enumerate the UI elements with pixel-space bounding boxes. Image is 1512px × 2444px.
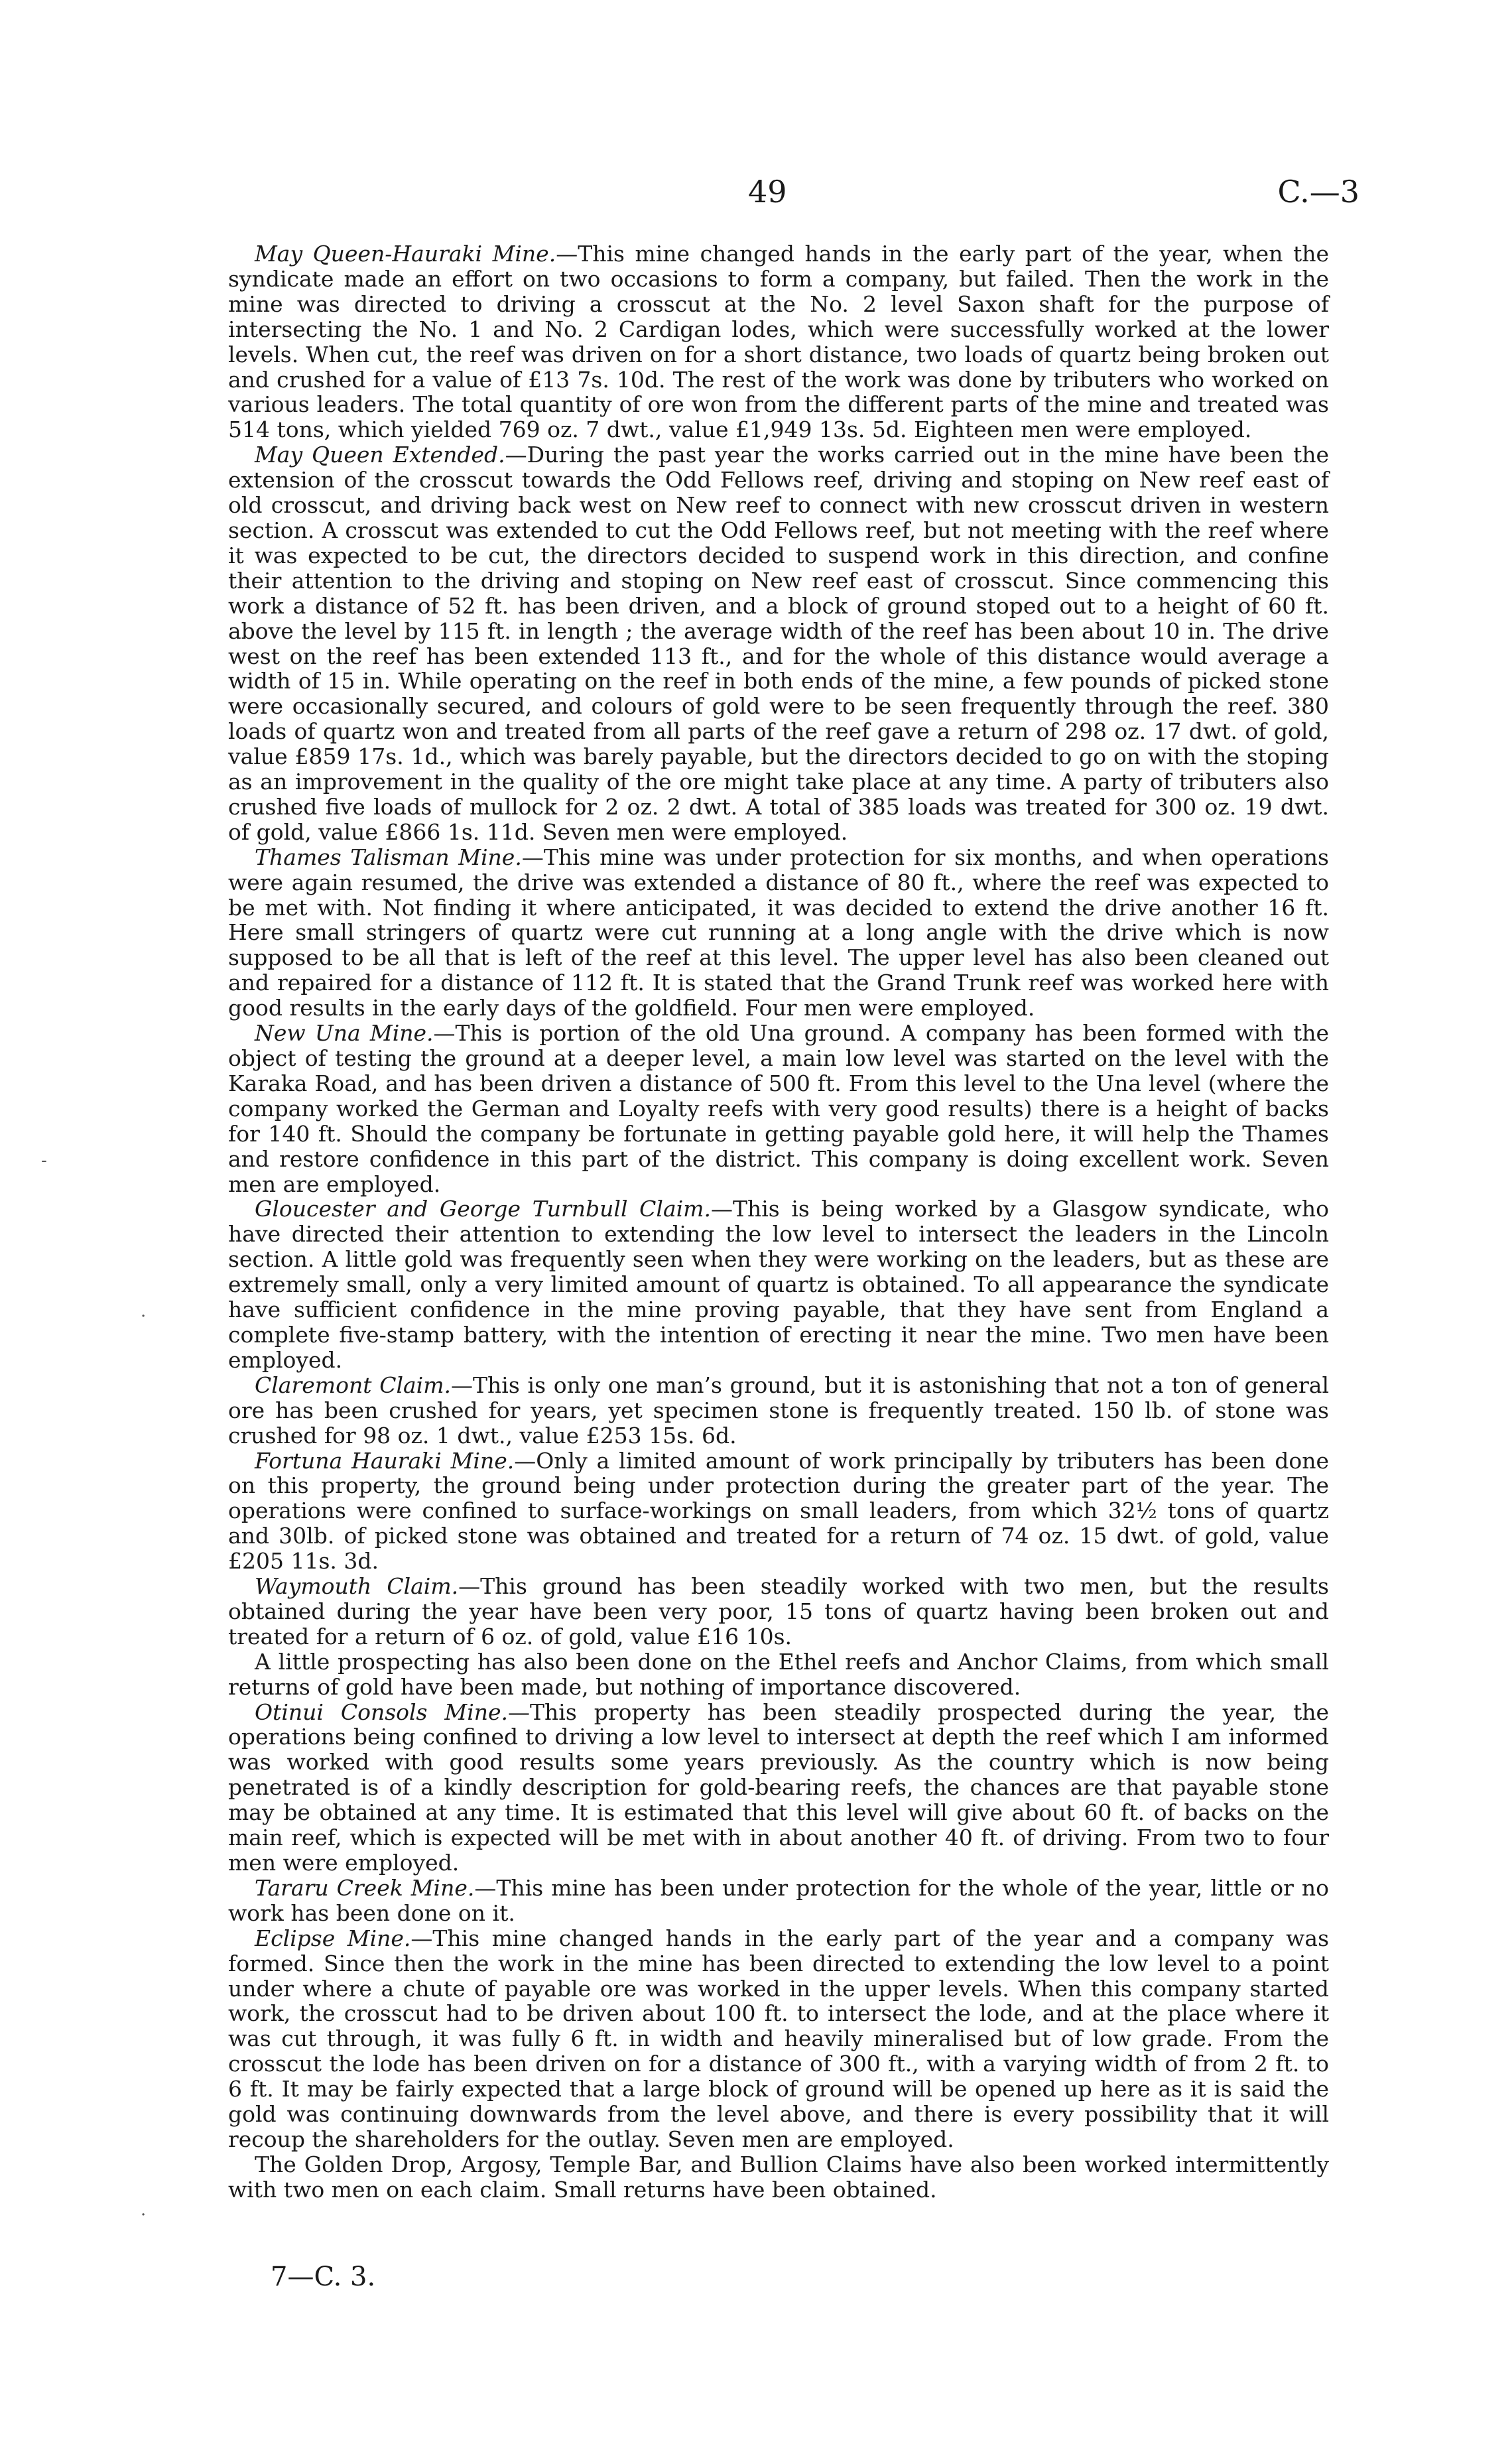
page-header (0, 174, 1512, 214)
margin-dot: · (141, 1307, 147, 1326)
paragraph (228, 1373, 1329, 1448)
paragraph (228, 1876, 1329, 1926)
paragraph-text: —This mine has been under protection for the whole of the year, little or no work has been done on it. (228, 1874, 1330, 1926)
signature-mark: 7—C. 3. (271, 2262, 376, 2292)
paragraph (228, 845, 1329, 1021)
margin-dot: · (141, 2205, 147, 2225)
paragraph-text: —This mine changed hands in the early part of the year and a company was formed. Since then the work in the mine has been directed to extending the low level to a point under where a chute of payable ore was worked in the upper levels. When this company started work, the crosscut had to be driven about 100 ft. to intersect the lode, and at the place where it was cut through, it was fully 6 ft. in width and heavily mineralised but of low grade. From the crosscut the lode has been driven on for a distance of 300 ft., with a varying width of from 2 ft. to 6 ft. It may be fairly expected that a large block of ground will be opened up here as it is said the gold was continuing downwards from the level above, and there is every possibility that it will recoup the shareholders for the outlay. Seven men are employed. (228, 1925, 1330, 2152)
paragraph-text: —This is only one man’s ground, but it is astonishing that not a ton of general ore has been crushed for years, yet specimen stone is frequently treated. 150 lb. of stone was crushed for 98 oz. 1 dwt., value £253 15s. 6d. (228, 1372, 1329, 1448)
mine-heading: Fortuna Hauraki Mine. (255, 1447, 515, 1474)
mine-heading: Tararu Creek Mine. (255, 1874, 475, 1901)
paragraph-text: —During the past year the works carried out in the mine have been the extension of the crosscut towards the Odd Fellows reef, driving and stoping on New reef east of old crosscut, and driving back west on New reef to connect with new crosscut driven in western section. A crosscut was extended to cut the Odd Fellows reef, but not meeting with the reef where it was expected to be cut, the directors decided to suspend work in this direction, and confine their attention to the driving and stoping on New reef east of crosscut. Since commencing this work a distance of 52 ft. has been driven, and a block of ground stoped out to a height of 60 ft. above the level by 115 ft. in length ; the average width of the reef has been about 10 in. The drive west on the reef has been extended 113 ft., and for the whole of this distance would average a width of 15 in. While operating on the reef in both ends of the mine, a few pounds of picked stone were occasionally secured, and colours of gold were to be seen frequently through the reef. 380 loads of quartz won and treated from all parts of the reef gave a return of 298 oz. 17 dwt. of gold, value £859 17s. 1d., which was barely payable, but the directors decided to go on with the stoping as an improvement in the quality of the ore might take place at any time. A party of tributers also crushed five loads of mullock for 2 oz. 2 dwt. A total of 385 loads was treated for 300 oz. 19 dwt. of gold, value £866 1s. 11d. Seven men were employed. (228, 442, 1330, 845)
page-number: 49 (748, 174, 787, 210)
mine-heading: Thames Talisman Mine. (255, 844, 522, 870)
paragraph (228, 1926, 1329, 2152)
paragraph-text: —This is being worked by a Glasgow syndicate, who have directed their attention to extending the low level to intersect the leaders in the Lincoln section. A little gold was frequently seen when they were working on the leaders, but as these are extremely small, only a very limited amount of quartz is obtained. To all appearance the syndicate have sufficient confidence in the mine proving payable, that they have sent from England a complete five-stamp battery, with the intention of erecting it near the mine. Two men have been employed. (228, 1196, 1330, 1373)
paragraph (228, 1196, 1329, 1372)
report-body (228, 241, 1329, 2203)
paragraph (228, 1574, 1329, 1649)
document-reference: C.—3 (1277, 174, 1359, 210)
mine-heading: Otinui Consols Mine. (255, 1699, 509, 1725)
mine-heading: Waymouth Claim. (255, 1573, 459, 1600)
mine-heading: New Una Mine. (255, 1020, 434, 1047)
paragraph (228, 1700, 1329, 1876)
paragraph-text: The Golden Drop, Argosy, Temple Bar, and Bullion Claims have also been worked intermittently with two men on each claim. Small returns have been obtained. (228, 2151, 1329, 2203)
margin-tick: ‐ (41, 1151, 47, 1171)
mine-heading: May Queen Extended. (255, 442, 505, 468)
paragraph (228, 2152, 1329, 2203)
paragraph (228, 241, 1329, 442)
paragraph-text: —This mine changed hands in the early part of the year, when the syndicate made an effort on two occasions to form a company, but failed. Then the work in the mine was directed to driving a crosscut at the No. 2 level Saxon shaft for the purpose of intersecting the No. 1 and No. 2 Cardigan lodes, which were successfully worked at the lower levels. When cut, the reef was driven on for a short distance, two loads of quartz being broken out and crushed for a value of £13 7s. 10d. The rest of the work was done by tributers who worked on various leaders. The total quantity of ore won from the different parts of the mine and treated was 514 tons, which yielded 769 oz. 7 dwt., value £1,949 13s. 5d. Eighteen men were employed. (228, 241, 1329, 443)
paragraph-text: —This ground has been steadily worked with two men, but the results obtained during the year have been very poor, 15 tons of quartz having been broken out and treated for a return of 6 oz. of gold, value £16 10s. (228, 1573, 1329, 1649)
paragraph-text: A little prospecting has also been done on the Ethel reefs and Anchor Claims, from which small returns of gold have been made, but nothing of importance discovered. (228, 1648, 1329, 1700)
mine-heading: Eclipse Mine. (255, 1925, 411, 1951)
paragraph (228, 1649, 1329, 1700)
paragraph (228, 1021, 1329, 1196)
paragraph-text: —This is portion of the old Una ground. A company has been formed with the object of testing the ground at a deeper level, a main low level was started on the level with the Karaka Road, and has been driven a distance of 500 ft. From this level to the Una level (where the company worked the German and Loyalty reefs with very good results) there is a height of backs for 140 ft. Should the company be fortunate in getting payable gold here, it will help the Thames and restore confidence in this part of the district. This company is doing excellent work. Seven men are employed. (228, 1020, 1329, 1197)
mine-heading: Gloucester and George Turnbull Claim. (255, 1196, 711, 1222)
mine-heading: Claremont Claim. (255, 1372, 452, 1398)
paragraph (228, 442, 1329, 845)
mine-heading: May Queen-Hauraki Mine. (255, 241, 556, 267)
paragraph-text: —This mine was under protection for six months, and when operations were again resumed, the drive was extended a distance of 80 ft., where the reef was expected to be met with. Not finding it where anticipated, it was decided to extend the drive another 16 ft. Here small stringers of quartz were cut running at a long angle with the drive which is now supposed to be all that is left of the reef at this level. The upper level has also been cleaned out and repaired for a distance of 112 ft. It is stated that the Grand Trunk reef was worked here with good results in the early days of the goldfield. Four men were employed. (228, 844, 1329, 1021)
paragraph-text: —Only a limited amount of work principally by tributers has been done on this property, the ground being under protection during the greater part of the year. The operations were confined to surface-workings on small leaders, from which 32½ tons of quartz and 30lb. of picked stone was obtained and treated for a return of 74 oz. 15 dwt. of gold, value £205 11s. 3d. (228, 1447, 1329, 1575)
paragraph-text: —This property has been steadily prospected during the year, the operations being confined to driving a low level to intersect at depth the reef which I am informed was worked with good results some years previously. As the country which is now being penetrated is of a kindly description for gold-bearing reefs, the chances are that payable stone may be obtained at any time. It is estimated that this level will give about 60 ft. of backs on the main reef, which is expected will be met with in about another 40 ft. of driving. From two to four men were employed. (228, 1699, 1329, 1876)
paragraph (228, 1448, 1329, 1575)
